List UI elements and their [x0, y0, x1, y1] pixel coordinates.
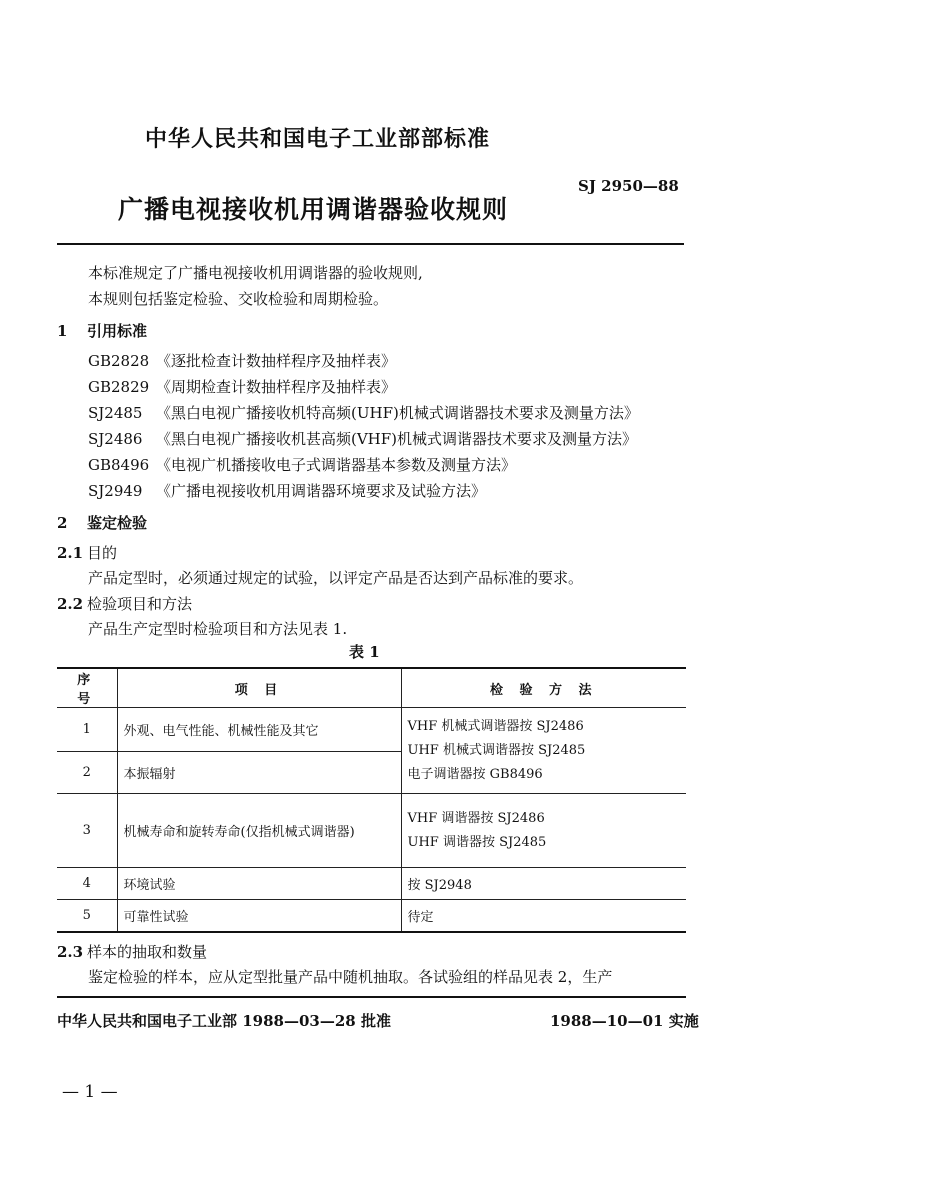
cell-seq: 2	[57, 752, 117, 794]
method-line: UHF 机械式调谐器按 SJ2485	[407, 742, 586, 758]
reference-item	[88, 376, 396, 397]
reference-item	[88, 402, 639, 423]
subsection-2-2-heading	[57, 593, 192, 614]
subsection-number: 2.3	[57, 943, 84, 961]
subsection-title: 样本的抽取和数量	[87, 943, 208, 961]
table-row	[57, 868, 686, 900]
section-1-heading	[57, 320, 147, 341]
title-divider	[57, 243, 684, 245]
section-number: 2	[57, 514, 68, 532]
reference-code: GB2828	[88, 352, 150, 370]
footer-divider	[57, 996, 686, 998]
cell-item: 外观、电气性能、机械性能及其它	[117, 708, 401, 752]
cell-seq: 3	[57, 794, 117, 868]
reference-code: GB8496	[88, 456, 150, 474]
method-line: VHF 调谐器按 SJ2486	[407, 810, 545, 826]
reference-code: SJ2949	[88, 482, 143, 500]
subsection-title: 检验项目和方法	[87, 595, 193, 613]
cell-item: 机械寿命和旋转寿命(仅指机械式调谐器)	[117, 794, 401, 868]
reference-item	[88, 454, 516, 475]
effective-date: 1988—10—01 实施	[550, 1012, 699, 1030]
page-number: — 1 —	[62, 1082, 118, 1102]
table-row	[57, 708, 686, 752]
method-line: UHF 调谐器按 SJ2485	[407, 834, 547, 850]
intro-line-2: 本规则包括鉴定检验、交收检验和周期检验。	[88, 290, 389, 308]
section-number: 1	[57, 322, 68, 340]
inspection-table	[57, 667, 686, 933]
reference-name: 《广播电视接收机用调谐器环境要求及试验方法》	[156, 482, 487, 500]
reference-name: 《黑白电视广播接收机特高频(UHF)机械式调谐器技术要求及测量方法》	[156, 404, 639, 422]
cell-method	[401, 794, 686, 868]
section-title: 引用标准	[87, 322, 148, 340]
reference-item	[88, 428, 637, 449]
reference-item	[88, 350, 396, 371]
table-header-row	[57, 668, 686, 708]
reference-name: 《电视广机播接收电子式调谐器基本参数及测量方法》	[156, 456, 517, 474]
subsection-2-3-heading	[57, 941, 207, 962]
reference-item	[88, 480, 486, 501]
cell-method	[401, 708, 686, 794]
issuing-organization: 中华人民共和国电子工业部部标准	[145, 127, 491, 152]
reference-code: SJ2486	[88, 430, 143, 448]
section-2-heading	[57, 512, 147, 533]
intro-line-1: 本标准规定了广播电视接收机用调谐器的验收规则,	[88, 264, 423, 282]
subsection-2-3-text: 鉴定检验的样本，应从定型批量产品中随机抽取。各试验组的样品见表 2，生产	[88, 968, 613, 986]
reference-code: SJ2485	[88, 404, 143, 422]
method-line: 电子调谐器按 GB8496	[407, 766, 543, 782]
cell-seq: 5	[57, 900, 117, 932]
section-title: 鉴定检验	[87, 514, 148, 532]
table-row	[57, 794, 686, 868]
table-caption: 表 1	[349, 643, 380, 661]
column-header-seq: 序 号	[57, 668, 117, 708]
cell-method: 待定	[401, 900, 686, 932]
cell-seq: 1	[57, 708, 117, 752]
cell-seq: 4	[57, 868, 117, 900]
document-title: 广播电视接收机用调谐器验收规则	[118, 195, 509, 224]
cell-method: 按 SJ2948	[401, 868, 686, 900]
reference-name: 《逐批检查计数抽样程序及抽样表》	[156, 352, 397, 370]
standard-code: SJ 2950—88	[578, 177, 679, 195]
reference-code: GB2829	[88, 378, 150, 396]
subsection-number: 2.1	[57, 544, 84, 562]
cell-item: 可靠性试验	[117, 900, 401, 932]
subsection-number: 2.2	[57, 595, 84, 613]
approval-line: 中华人民共和国电子工业部 1988—03—28 批准	[57, 1012, 391, 1030]
subsection-title: 目的	[87, 544, 118, 562]
subsection-2-1-text: 产品定型时，必须通过规定的试验，以评定产品是否达到产品标准的要求。	[88, 569, 584, 587]
subsection-2-1-heading	[57, 542, 117, 563]
cell-item: 本振辐射	[117, 752, 401, 794]
table-row	[57, 900, 686, 932]
subsection-2-2-text: 产品生产定型时检验项目和方法见表 1.	[88, 620, 348, 638]
method-line: VHF 机械式调谐器按 SJ2486	[407, 718, 584, 734]
reference-name: 《周期检查计数抽样程序及抽样表》	[156, 378, 397, 396]
column-header-method: 检 验 方 法	[401, 668, 686, 708]
reference-name: 《黑白电视广播接收机甚高频(VHF)机械式调谐器技术要求及测量方法》	[156, 430, 638, 448]
column-header-item: 项 目	[117, 668, 401, 708]
cell-item: 环境试验	[117, 868, 401, 900]
